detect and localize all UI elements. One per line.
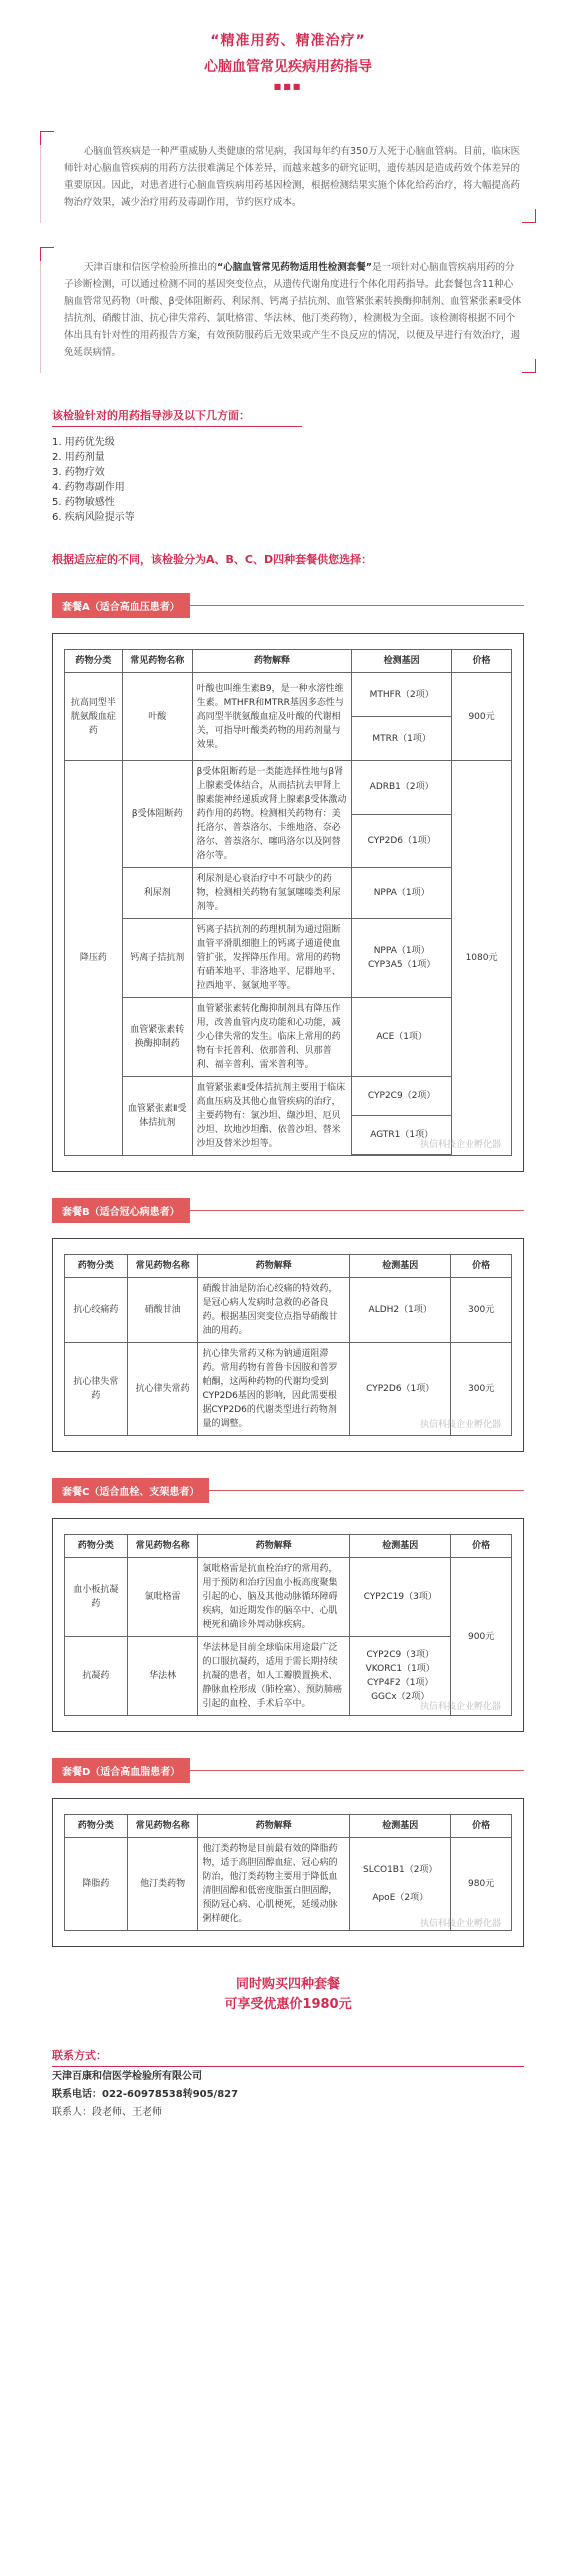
choose-title xyxy=(52,551,576,567)
cell-drug-name: 钙离子拮抗剂 xyxy=(122,919,192,998)
promo-line-2: 可享受优惠价1980元 xyxy=(224,1997,352,2012)
cell-gene: CYP2C19（3项） xyxy=(350,1558,451,1637)
cell-gene: NPPA（1项） xyxy=(352,868,452,919)
package-b-header xyxy=(52,1198,576,1222)
cell-category: 抗凝药 xyxy=(65,1637,128,1716)
cell-drug-name: 硝酸甘油 xyxy=(127,1278,198,1343)
guidance-title xyxy=(52,407,576,427)
gene-line: NPPA（1项） xyxy=(373,946,430,956)
corner-decoration xyxy=(40,247,54,261)
header-dots-decoration: ■■■ xyxy=(273,82,303,91)
header-title-main: 心脑血管常见疾病用药指导 xyxy=(204,59,372,75)
package-d-header xyxy=(52,1758,576,1782)
cell-description: 血管紧张素Ⅱ受体拮抗剂主要用于临床高血压病及其他心血管疾病的治疗，主要药物有：氯沙坦、缬沙坦、厄贝沙坦、坎地沙坦酯、依普沙坦、替米沙坦及替米沙坦等。 xyxy=(192,1077,352,1156)
cell-gene xyxy=(352,919,452,998)
watermark: 执信科技企业孵化器 xyxy=(419,1140,501,1150)
col-header-price: 价格 xyxy=(452,650,512,673)
watermark: 执信科技企业孵化器 xyxy=(419,1702,501,1712)
contact-label xyxy=(52,2047,576,2067)
col-header-drug-name: 常见药物名称 xyxy=(127,1535,198,1558)
package-b-tag: 套餐B（适合冠心病患者） xyxy=(52,1198,190,1223)
cell-drug-name: 叶酸 xyxy=(122,673,192,761)
cell-category: 抗心律失常药 xyxy=(65,1343,128,1436)
col-header-gene: 检测基因 xyxy=(350,1535,451,1558)
table-row xyxy=(65,761,512,815)
table-row xyxy=(65,998,512,1077)
cell-drug-name: 血管紧张素Ⅱ受体拮抗剂 xyxy=(122,1077,192,1156)
contact-phone: 联系电话：022-60978538转905/827 xyxy=(52,2089,239,2100)
cell-gene: ALDH2（1项） xyxy=(350,1278,451,1343)
table-row xyxy=(65,673,512,717)
package-a-tag: 套餐A（适合高血压患者） xyxy=(52,593,190,618)
underline-decoration xyxy=(52,2066,524,2067)
corner-decoration xyxy=(522,359,536,373)
contact-company: 天津百康和信医学检验所有限公司 xyxy=(52,2071,202,2082)
cell-description: β受体阻断药是一类能选择性地与β肾上腺素受体结合，从而拮抗去甲肾上腺素能神经递质或肾上腺素β受体激动药作用的药物。检测相关药物有：美托洛尔、普萘洛尔、卡维地洛、奈必洛尔、普萘洛尔、噻吗洛尔以及阿替洛尔等。 xyxy=(192,761,352,868)
corner-decoration xyxy=(522,209,536,223)
promo-line-1: 同时购买四种套餐 xyxy=(235,1977,340,1992)
underline-decoration xyxy=(52,426,302,427)
corner-decoration xyxy=(40,131,54,145)
col-header-category: 药物分类 xyxy=(65,1255,128,1278)
intro-text-1: 心脑血管疾病是一种严重威胁人类健康的常见病，我国每年约有350万人死于心脑血管病。目前，临床医师针对心脑血管疾病的用药方法很难满足个体差异，而越来越多的研究证明，遗传基因是造成药效个体差异的重要原因。因此，对患者进行心脑血管疾病用药基因检测，根据检测结果实施个体化给药治疗，将大幅提高药物治疗效果，减少治疗用药及毒副作用，节约医疗成本。 xyxy=(64,146,521,208)
col-header-category: 药物分类 xyxy=(65,1815,128,1838)
intro-paragraph-1 xyxy=(40,131,536,223)
col-header-description: 药物解释 xyxy=(192,650,352,673)
package-c-tag: 套餐C（适合血栓、支架患者） xyxy=(52,1478,209,1503)
cell-description: 硝酸甘油是防治心绞痛的特效药，是冠心病人发病时急救的必备良药。根据基因突变位点指导硝酸甘油的用药。 xyxy=(198,1278,350,1343)
col-header-gene: 检测基因 xyxy=(350,1815,451,1838)
table-row xyxy=(65,919,512,998)
side-bar-decoration xyxy=(40,145,41,223)
choose-title-text: 根据适应症的不同，该检验分为A、B、C、D四种套餐供您选择： xyxy=(52,553,373,566)
cell-price: 980元 xyxy=(451,1838,512,1931)
package-d-table xyxy=(64,1814,512,1931)
cell-price: 1080元 xyxy=(452,761,512,1156)
package-a-table xyxy=(64,649,512,1156)
list-item: 5. 药物敏感性 xyxy=(52,497,115,508)
cell-description: 抗心律失常药又称为钠通道阻滞药。常用药物有普鲁卡因胺和普罗帕酮，这两种药物的代谢均受到CYP2D6基因的影响，因此需要根据CYP2D6的代谢类型进行药物剂量的调整。 xyxy=(198,1343,350,1436)
cell-drug-name: β受体阻断药 xyxy=(122,761,192,868)
table-row xyxy=(65,1077,512,1116)
cell-drug-name: 利尿剂 xyxy=(122,868,192,919)
col-header-description: 药物解释 xyxy=(198,1815,350,1838)
cell-drug-name: 抗心律失常药 xyxy=(127,1343,198,1436)
cell-price: 300元 xyxy=(451,1343,512,1436)
cell-category: 抗心绞痛药 xyxy=(65,1278,128,1343)
cell-description: 氯吡格雷是抗血栓治疗的常用药，用于预防和治疗因血小板高度聚集引起的心、脑及其他动脉循环障碍疾病，如近期发作的脑卒中、心肌梗死和确诊外周动脉疾病。 xyxy=(198,1558,350,1637)
col-header-drug-name: 常见药物名称 xyxy=(122,650,192,673)
intro-text-2b: 是一项针对心脑血管疾病用药的分子诊断检测，可以通过检测不同的基因突变位点，从遗传代谢角度进行个体化用药指导。此套餐包含11种心脑血管常见药物（叶酸、β受体阻断药、利尿剂、钙离子拮抗剂、血管紧张素转换酶抑制剂、血管紧张素Ⅱ受体拮抗剂、硝酸甘油、抗心律失常药、氯吡格雷、华法林、他汀类药物），检测极为全面。该检测将根据不同个体出具有针对性的用药报告方案，有效预防服药后无效果或产生不良反应的情况，以便及早进行有效治疗，遏免延误病情。 xyxy=(64,262,522,358)
intro-text-2-highlight: “心脑血管常见药物适用性检测套餐” xyxy=(217,262,373,273)
cell-description: 华法林是目前全球临床用途最广泛的口服抗凝药，适用于需长期持续抗凝的患者，如人工瓣膜置换术、静脉血栓形成（肺栓塞）、预防肺癌引起的血栓、手术后卒中。 xyxy=(198,1637,350,1716)
col-header-price: 价格 xyxy=(451,1815,512,1838)
table-row xyxy=(65,1558,512,1637)
cell-gene: MTHFR（2项） xyxy=(352,673,452,717)
cell-drug-name: 血管紧张素转换酶抑制药 xyxy=(122,998,192,1077)
package-c-table-frame xyxy=(52,1518,524,1732)
col-header-category: 药物分类 xyxy=(65,650,123,673)
package-a-table-frame xyxy=(52,633,524,1172)
gene-line: CYP3A5（1项） xyxy=(367,960,436,970)
cell-description: 利尿剂是心衰治疗中不可缺少的药物，检测相关药物有氢氯噻嗪类利尿剂等。 xyxy=(192,868,352,919)
cell-gene: CYP2C9（2项） xyxy=(352,1077,452,1116)
watermark: 执信科技企业孵化器 xyxy=(419,1420,501,1430)
gene-line: ApoE（2项） xyxy=(372,1893,429,1903)
cell-spacer xyxy=(352,1154,452,1155)
gene-line: SLCO1B1（2项） xyxy=(362,1865,438,1875)
table-header-row xyxy=(65,1535,512,1558)
cell-gene: CYP2D6（1项） xyxy=(350,1343,451,1436)
cell-gene: ADRB1（2项） xyxy=(352,761,452,815)
cell-description: 叶酸也叫维生素B9，是一种水溶性维生素。MTHFR和MTRR基因多态性与高同型半胱氨酸血症及叶酸的代谢相关，可指导叶酸类药物的用药剂量与效果。 xyxy=(192,673,352,761)
promo xyxy=(0,1975,576,2015)
cell-price: 900元 xyxy=(451,1558,512,1716)
col-header-description: 药物解释 xyxy=(198,1255,350,1278)
gene-line: VKORC1（1项） xyxy=(365,1664,435,1674)
cell-category: 降脂药 xyxy=(65,1838,128,1931)
cell-gene: MTRR（1项） xyxy=(352,717,452,761)
col-header-price: 价格 xyxy=(451,1535,512,1558)
col-header-gene: 检测基因 xyxy=(350,1255,451,1278)
cell-drug-name: 氯吡格雷 xyxy=(127,1558,198,1637)
list-item: 2. 用药剂量 xyxy=(52,452,105,463)
intro-paragraph-2 xyxy=(40,247,536,373)
table-header-row xyxy=(65,1255,512,1278)
guidance-list xyxy=(52,435,576,525)
cell-description: 钙离子拮抗剂的药理机制为通过阻断血管平滑肌细胞上的钙离子通道使血管扩张，发挥降压作用。常用的药物有硝苯地平、非洛地平、尼群地平、拉西地平、氨氯地平等。 xyxy=(192,919,352,998)
contact-section xyxy=(52,2047,576,2121)
package-b-table xyxy=(64,1254,512,1436)
package-a-header xyxy=(52,593,576,617)
contact-label-text: 联系方式： xyxy=(52,2049,107,2062)
list-item: 1. 用药优先级 xyxy=(52,437,115,448)
intro-text-2a: 天津百康和信医学检验所推出的 xyxy=(84,262,218,273)
cell-drug-name: 华法林 xyxy=(127,1637,198,1716)
cell-gene: CYP2D6（1项） xyxy=(352,814,452,868)
col-header-price: 价格 xyxy=(451,1255,512,1278)
table-row xyxy=(65,868,512,919)
contact-person: 联系人：段老师、王老师 xyxy=(52,2107,162,2118)
guidance-title-text: 该检验针对的用药指导涉及以下几方面： xyxy=(52,409,250,422)
cell-category: 降压药 xyxy=(65,761,123,1156)
col-header-drug-name: 常见药物名称 xyxy=(127,1255,198,1278)
col-header-gene: 检测基因 xyxy=(352,650,452,673)
footer-spacer xyxy=(0,2121,576,2161)
gene-line: CYP2C9（3项） xyxy=(366,1650,434,1660)
cell-gene: AGTR1（1项） xyxy=(352,1115,452,1154)
cell-category: 抗高同型半胱氨酸血症药 xyxy=(65,673,123,761)
header xyxy=(0,0,576,91)
watermark: 执信科技企业孵化器 xyxy=(419,1919,501,1929)
list-item: 4. 药物毒副作用 xyxy=(52,482,125,493)
header-title-slogan: “精准用药、精准治疗” xyxy=(210,33,366,49)
col-header-description: 药物解释 xyxy=(198,1535,350,1558)
package-c-table xyxy=(64,1534,512,1716)
gene-line: CYP4F2（1项） xyxy=(367,1678,434,1688)
package-d-tag: 套餐D（适合高血脂患者） xyxy=(52,1758,190,1783)
table-header-row xyxy=(65,1815,512,1838)
col-header-drug-name: 常见药物名称 xyxy=(127,1815,198,1838)
col-header-category: 药物分类 xyxy=(65,1535,128,1558)
package-c-header xyxy=(52,1478,576,1502)
cell-price: 900元 xyxy=(452,673,512,761)
table-row xyxy=(65,1278,512,1343)
list-item: 6. 疾病风险提示等 xyxy=(52,512,135,523)
list-item: 3. 药物疗效 xyxy=(52,467,105,478)
package-d-table-frame xyxy=(52,1798,524,1947)
gene-line: GGCx（2项） xyxy=(371,1692,430,1702)
cell-gene: ACE（1项） xyxy=(352,998,452,1077)
cell-category: 血小板抗凝药 xyxy=(65,1558,128,1637)
cell-price: 300元 xyxy=(451,1278,512,1343)
table-header-row xyxy=(65,650,512,673)
cell-drug-name: 他汀类药物 xyxy=(127,1838,198,1931)
side-bar-decoration xyxy=(40,261,41,373)
package-b-table-frame xyxy=(52,1238,524,1452)
cell-description: 血管紧张素转化酶抑制剂具有降压作用，改善血管内皮功能和心功能，减少心律失常的发生。临床上常用的药物有卡托普利、依那普利、贝那普利、福辛普利、雷米普利等。 xyxy=(192,998,352,1077)
cell-description: 他汀类药物是目前最有效的降脂药物，适于高胆固醇血症、冠心病的防治，他汀类药物主要用于降低血清胆固醇和低密度脂蛋白胆固醇，预防冠心病、心肌梗死，延缓动脉粥样硬化。 xyxy=(198,1838,350,1931)
